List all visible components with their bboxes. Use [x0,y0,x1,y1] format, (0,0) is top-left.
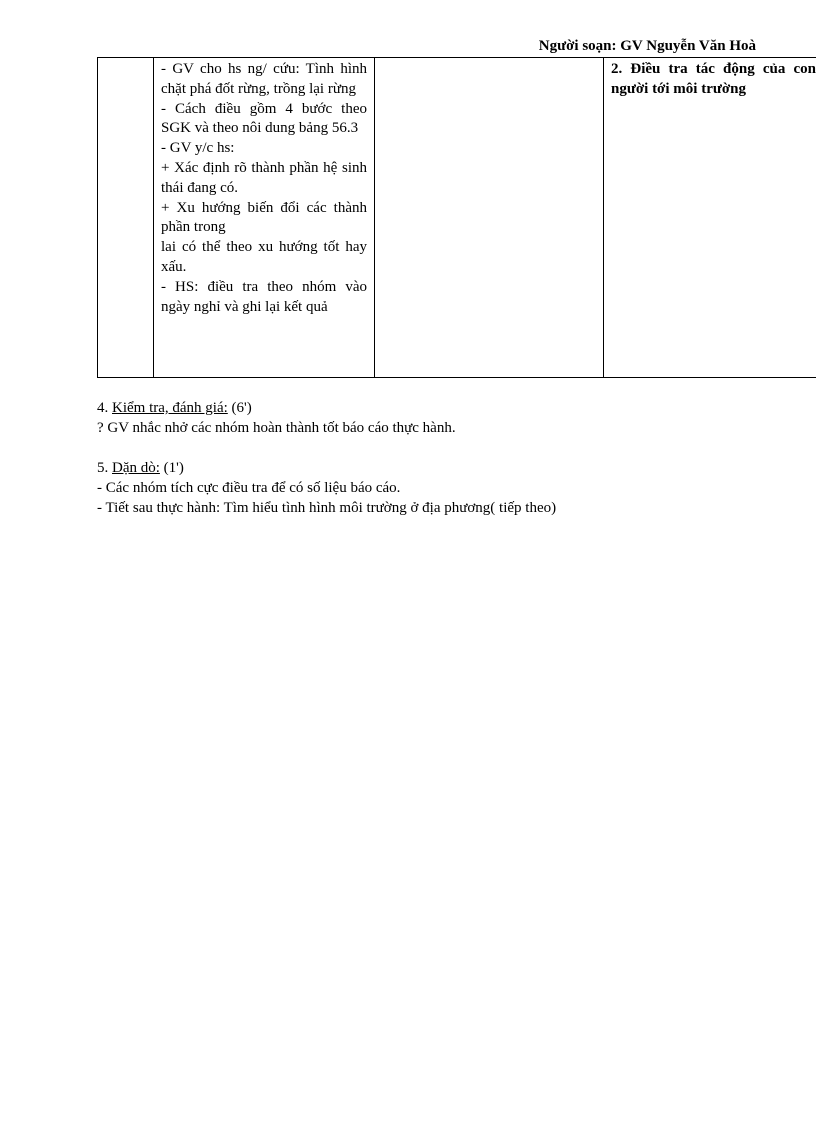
activity-line: - GV y/c hs: [161,140,235,157]
section-5-line: - Tiết sau thực hành: Tìm hiểu tình hình môi trường ở địa phương( tiếp theo) [97,500,557,516]
section-5-line: - Các nhóm tích cực điều tra để có số liệu báo cáo. [97,480,401,496]
section-5-time: (1') [163,460,184,476]
section-5-number: 5. [97,460,109,476]
section-5-title-line [97,458,556,478]
empty-cell [98,58,154,378]
lesson-table [97,57,816,378]
content-heading: 2. Điều tra tác động của con người tới môi trường [611,61,816,97]
empty-cell [375,58,604,378]
section-4-line: ? GV nhắc nhở các nhóm hoàn thành tốt báo cáo thực hành. [97,420,456,436]
activity-line: lai có thể theo xu hướng tốt hay xấu. [161,239,367,275]
table-row [98,58,816,378]
activity-line: - GV cho hs ng/ cứu: Tình hình chặt phá đốt rừng, trồng lại rừng [161,61,367,97]
section-4-number: 4. [97,400,109,416]
section-5 [97,458,556,518]
activity-line: - Cách điều gồm 4 bước theo SGK và theo nôi dung bảng 56.3 [161,100,367,137]
activity-cell [154,58,375,378]
author-header: Người soạn: GV Nguyễn Văn Hoà [538,38,756,54]
section-4 [97,398,456,438]
content-cell [604,58,816,378]
activity-line: + Xu hướng biến đổi các thành phần trong [161,199,367,236]
section-4-title: Kiểm tra, đánh giá: [112,400,228,416]
section-4-time: (6') [231,400,252,416]
section-4-title-line [97,398,456,418]
activity-line: - HS: điều tra theo nhóm vào ngày nghỉ và ghi lại kết quả [161,278,367,315]
section-5-title: Dặn dò: [112,460,160,476]
activity-line: + Xác định rõ thành phần hệ sinh thái đang có. [161,159,367,196]
